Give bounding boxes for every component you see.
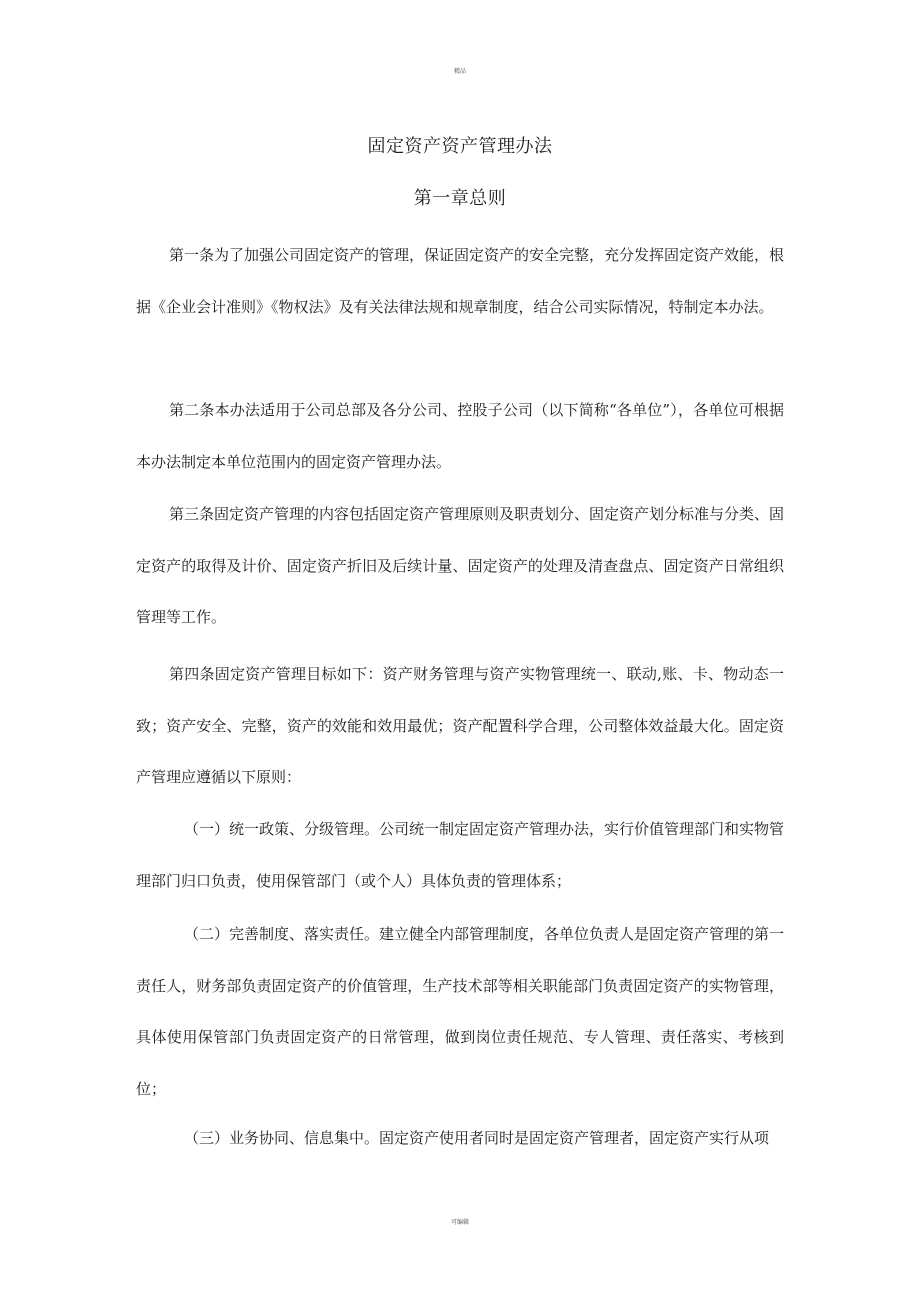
footer-watermark: 可编辑 [450, 1219, 469, 1226]
paragraph-article-2: 第二条本办法适用于公司总部及各分公司、控股子公司（以下简称“各单位”），各单位可根据本办法制定本单位范围内的固定资产管理办法。 [136, 401, 784, 471]
paragraph-article-1: 第一条为了加强公司固定资产的管理，保证固定资产的安全完整，充分发挥固定资产效能，根据《企业会计准则》《物权法》及有关法律法规和规章制度，结合公司实际情况，特制定本办法。 [136, 246, 785, 316]
paragraph-article-4: 第四条固定资产管理目标如下：资产财务管理与资产实物管理统一、联动,账、卡、物动态一致；资产安全、完整，资产的效能和效用最优；资产配置科学合理，公司整体效益最大化。固定资产管理应遵循以下原则： [136, 665, 784, 786]
chapter-heading: 第一章总则 [413, 188, 507, 209]
document-title: 固定资产资产管理办法 [367, 136, 553, 157]
paragraph-principle-2: （二）完善制度、落实责任。建立健全内部管理制度，各单位负责人是固定资产管理的第一责任人，财务部负责固定资产的价值管理，生产技术部等相关职能部门负责固定资产的实物管理，具体使用保管部门负责固定资产的日常管理，做到岗位责任规范、专人管理、责任落实、考核到位； [136, 925, 785, 1098]
paragraph-principle-3: （三）业务协同、信息集中。固定资产使用者同时是固定资产管理者，固定资产实行从项 [184, 1129, 770, 1147]
paragraph-principle-1: （一）统一政策、分级管理。公司统一制定固定资产管理办法，实行价值管理部门和实物管理部门归口负责，使用保管部门（或个人）具体负责的管理体系； [136, 820, 785, 890]
header-watermark: 精品 [453, 68, 466, 75]
paragraph-article-3: 第三条固定资产管理的内容包括固定资产管理原则及职责划分、固定资产划分标准与分类、固定资产的取得及计价、固定资产折旧及后续计量、固定资产的处理及清查盘点、固定资产日常组织管理等工作。 [136, 505, 785, 626]
